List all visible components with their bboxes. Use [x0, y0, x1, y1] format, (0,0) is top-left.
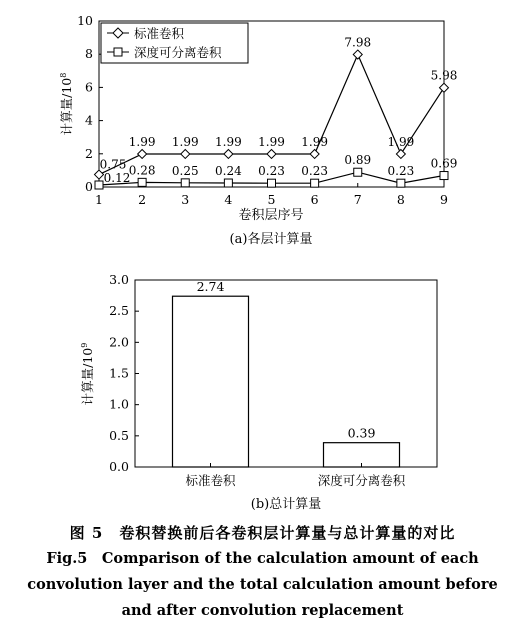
square-marker: [354, 168, 362, 176]
diamond-marker: [396, 149, 405, 158]
square-marker: [397, 179, 405, 187]
diamond-marker: [267, 149, 276, 158]
figure-caption-en-line2: convolution layer and the total calculation amount before: [27, 576, 498, 593]
square-marker: [95, 181, 103, 189]
y-tick-label: 0.0: [109, 459, 129, 474]
y-tick-label: 6: [85, 79, 93, 95]
data-label-standard: 1.99: [171, 134, 199, 149]
data-label-standard: 7.98: [344, 35, 372, 50]
data-label-separable: 0.25: [171, 163, 199, 178]
square-marker: [224, 179, 232, 187]
square-marker: [311, 179, 319, 187]
figure-caption-en-line3: and after convolution replacement: [121, 602, 404, 619]
data-label-separable: 0.28: [128, 163, 156, 178]
chart-b-bars: [173, 279, 406, 488]
chart-b-y-title-text: 计算量$/10^9$: [80, 342, 95, 406]
diamond-marker: [224, 149, 233, 158]
y-tick-label: 0.5: [109, 427, 129, 443]
legend-label-standard: 标准卷积: [134, 26, 185, 41]
diamond-marker: [353, 50, 362, 59]
chart-b-caption: (b)总计算量: [250, 497, 322, 512]
x-tick-label: 6: [310, 192, 319, 207]
y-tick-label: 8: [85, 46, 93, 62]
data-label-standard: 5.98: [430, 68, 458, 83]
data-label-separable: 0.23: [387, 164, 415, 179]
data-label-separable: 0.23: [301, 164, 328, 179]
bar-value-label: 2.74: [196, 279, 225, 295]
diamond-marker: [181, 149, 190, 158]
x-tick-label: 8: [396, 192, 405, 207]
x-tick-label: 5: [267, 192, 276, 207]
data-label-standard: 1.99: [387, 134, 415, 149]
y-tick-label: 2.0: [109, 334, 129, 350]
data-label-separable: 0.23: [258, 164, 285, 179]
data-label-standard: 1.99: [258, 134, 285, 149]
data-label-standard: 0.75: [99, 157, 127, 172]
x-tick-label: 7: [353, 192, 362, 207]
square-marker: [268, 179, 276, 187]
chart-b: [80, 272, 437, 512]
diamond-marker: [310, 149, 319, 158]
square-marker: [181, 179, 189, 187]
y-tick-label: 3.0: [109, 272, 129, 287]
y-tick-label: 2.5: [109, 303, 129, 319]
square-marker: [138, 178, 146, 186]
y-tick-label: 10: [77, 13, 93, 28]
chart-a-legend: [101, 23, 248, 63]
figure-caption-en-line1: Fig.5 Comparison of the calculation amount of each: [46, 550, 479, 567]
data-label-standard: 1.99: [301, 134, 328, 149]
chart-b-y-axis-title: [80, 343, 95, 406]
x-tick-label: 4: [224, 192, 233, 207]
data-label-separable: 0.89: [344, 153, 372, 168]
y-tick-label: 4: [85, 112, 93, 128]
data-label-separable: 0.12: [103, 171, 131, 186]
diamond-marker: [440, 83, 449, 92]
x-tick-label: 1: [95, 192, 103, 207]
chart-a-y-title-text: 计算量$/10^8$: [59, 72, 74, 136]
data-label-standard: 1.99: [215, 134, 242, 149]
bar: [173, 296, 249, 467]
y-tick-label: 1.5: [109, 365, 129, 381]
x-category-label: 深度可分离卷积: [317, 473, 406, 488]
diamond-marker: [138, 149, 147, 158]
square-marker: [440, 172, 448, 180]
x-tick-label: 3: [181, 192, 190, 207]
chart-a-caption: (a)各层计算量: [229, 232, 313, 247]
figure-caption-cn: 图 5 卷积替换前后各卷积层计算量与总计算量的对比: [69, 524, 456, 542]
data-label-separable: 0.69: [430, 156, 458, 171]
data-label-standard: 1.99: [128, 134, 156, 149]
x-tick-label: 9: [440, 192, 448, 207]
x-tick-label: 2: [138, 192, 147, 207]
y-tick-label: 1.0: [109, 396, 129, 412]
legend-label-separable: 深度可分离卷积: [134, 45, 222, 60]
data-label-separable: 0.24: [215, 164, 242, 179]
bar-value-label: 0.39: [347, 425, 376, 441]
chart-a-x-axis-title: 卷积层序号: [238, 208, 304, 223]
legend-square-marker: [114, 48, 122, 56]
y-tick-label: 0: [85, 179, 93, 194]
chart-a-y-axis-title: [59, 73, 74, 136]
chart-a: [59, 13, 457, 247]
x-category-label: 标准卷积: [185, 473, 236, 488]
y-tick-label: 2: [85, 145, 93, 161]
